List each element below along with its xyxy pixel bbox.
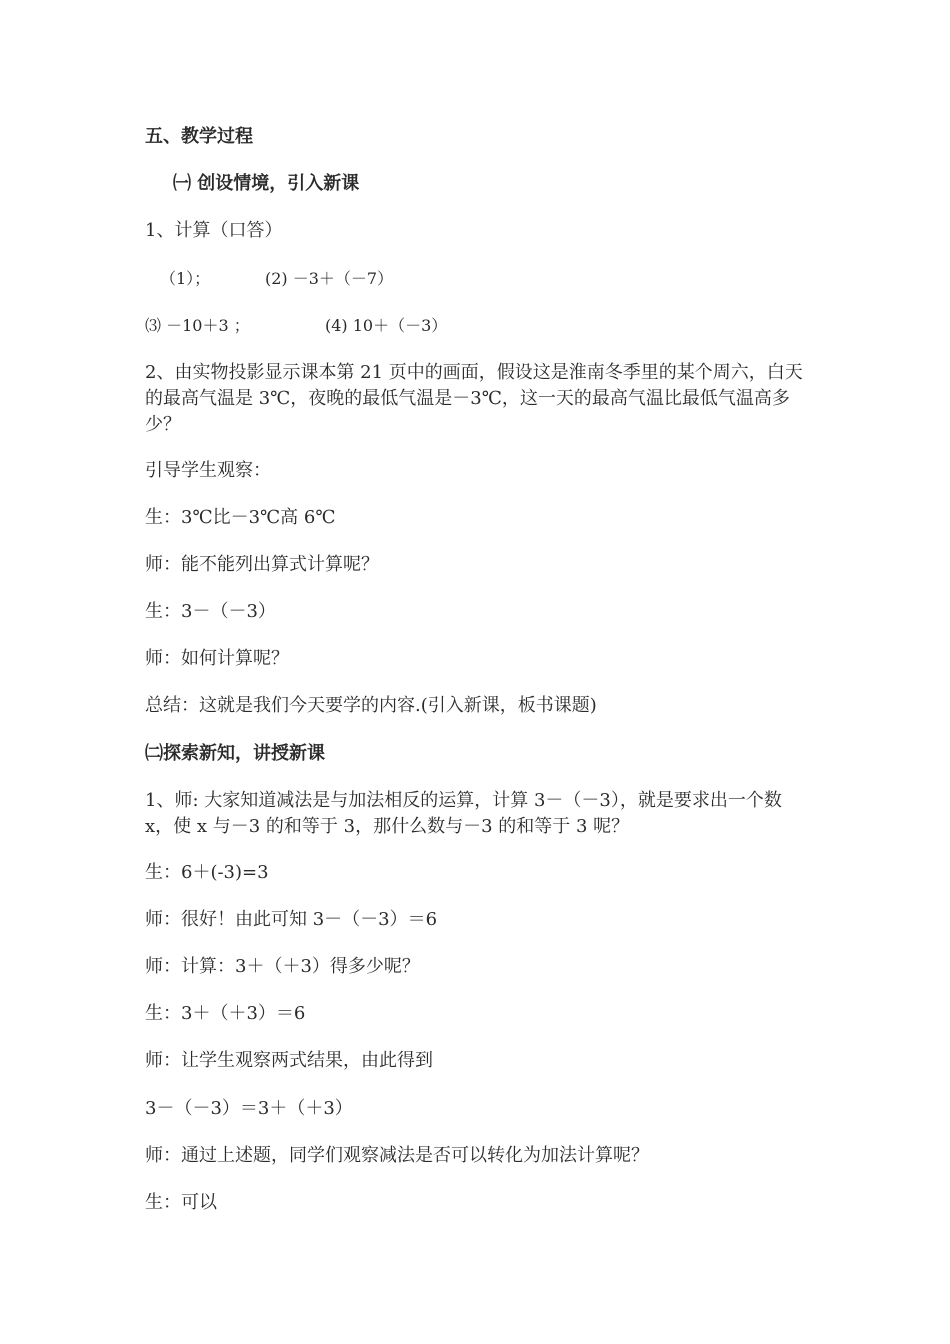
dialogue-line: 生：3＋（＋3）＝6 bbox=[145, 1003, 306, 1024]
calc-item-2: (2) －3＋（－7） bbox=[265, 269, 394, 288]
summary-line: 总结：这就是我们今天要学的内容.(引入新课，板书课题) bbox=[145, 695, 597, 716]
item-2-paragraph: 2、由实物投影显示课本第 21 页中的画面，假设这是淮南冬季里的某个周六，白天的最高气温是 3℃，夜晚的最低气温是－3℃，这一天的最高气温比最低气温高多少？ bbox=[145, 362, 803, 435]
dialogue-line: 师：通过上述题，同学们观察减法是否可以转化为加法计算呢？ bbox=[145, 1145, 649, 1166]
dialogue-line: 生：3－（－3） bbox=[145, 601, 276, 622]
section-heading: 五、教学过程 bbox=[145, 126, 253, 147]
dialogue-line: 生：6＋(-3)=3 bbox=[145, 862, 269, 883]
section2-item-1-paragraph: 1、师: 大家知道减法是与加法相反的运算，计算 3－（－3），就是要求出一个数 x，使 x 与－3 的和等于 3，那什么数与－3 的和等于 3 呢？ bbox=[145, 790, 782, 837]
dialogue-line: 师：如何计算呢？ bbox=[145, 648, 289, 669]
item-1-label: 1、计算（口答） bbox=[145, 220, 283, 241]
calc-item-1: （1）； bbox=[160, 269, 211, 288]
calc-item-3: ⑶ －10＋3 ； bbox=[145, 316, 250, 335]
dialogue-line: 生：可以 bbox=[145, 1192, 217, 1213]
subsection-title-1: ㈠ 创设情境，引入新课 bbox=[173, 173, 360, 194]
dialogue-line: 师：能不能列出算式计算呢？ bbox=[145, 554, 379, 575]
dialogue-line: 生：3℃比－3℃高 6℃ bbox=[145, 507, 336, 528]
dialogue-line: 师：计算：3＋（＋3）得多少呢？ bbox=[145, 956, 420, 977]
subsection-title-2: ㈡探索新知，讲授新课 bbox=[145, 743, 325, 764]
dialogue-line: 师：很好！由此可知 3－（－3）＝6 bbox=[145, 909, 438, 930]
dialogue-line: 师：让学生观察两式结果，由此得到 bbox=[145, 1050, 433, 1071]
equation-line: 3－（－3）＝3＋（＋3） bbox=[145, 1098, 353, 1119]
calc-item-4: (4) 10＋（－3） bbox=[325, 316, 448, 335]
dialogue-line: 引导学生观察： bbox=[145, 460, 271, 481]
